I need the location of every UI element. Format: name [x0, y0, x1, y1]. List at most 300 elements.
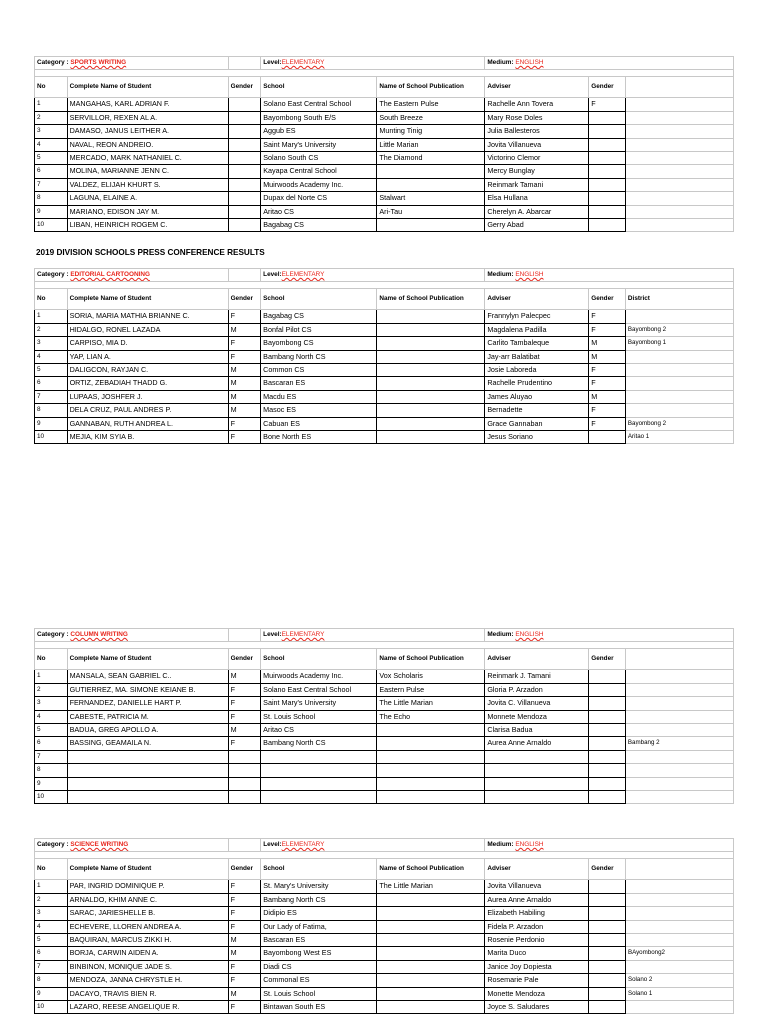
results-table	[34, 56, 734, 232]
adviser-gender	[589, 431, 626, 444]
district	[625, 777, 733, 790]
adviser-name: Frannylyn Palecpec	[485, 310, 589, 323]
adviser-name: Rachelle Prudentino	[485, 377, 589, 390]
student-name: BINBINON, MONIQUE JADE S.	[67, 960, 228, 973]
adviser-gender	[589, 750, 626, 763]
student-gender: M	[228, 377, 261, 390]
adviser-gender	[589, 974, 626, 987]
student-gender: F	[228, 431, 261, 444]
row-number: 2	[35, 683, 68, 696]
col-extra	[625, 859, 733, 880]
district	[625, 880, 733, 893]
student-gender	[228, 777, 261, 790]
col-no: No	[35, 859, 68, 880]
student-gender: M	[228, 323, 261, 336]
row-number: 3	[35, 125, 68, 138]
school-name	[261, 791, 377, 804]
district	[625, 205, 733, 218]
district	[625, 138, 733, 151]
student-name: NAVAL, REON ANDREIO.	[67, 138, 228, 151]
table-row	[35, 750, 734, 763]
student-gender	[228, 791, 261, 804]
student-name: ARNALDO, KHIM ANNE C.	[67, 893, 228, 906]
student-name: DAMASO, JANUS LEITHER A.	[67, 125, 228, 138]
publication-name	[377, 165, 485, 178]
student-name: LAZARO, REESE ANGELIQUE R.	[67, 1001, 228, 1014]
district	[625, 1001, 733, 1014]
student-gender: F	[228, 974, 261, 987]
col-no: No	[35, 289, 68, 310]
student-gender: M	[228, 364, 261, 377]
col-publication: Name of School Publication	[377, 859, 485, 880]
student-gender	[228, 111, 261, 124]
col-no: No	[35, 77, 68, 98]
school-name: St. Louis School	[261, 987, 377, 1000]
district	[625, 710, 733, 723]
publication-name	[377, 377, 485, 390]
district: Solano 2	[625, 974, 733, 987]
table-body	[35, 98, 734, 232]
row-number: 6	[35, 947, 68, 960]
publication-name	[377, 431, 485, 444]
student-name: MANSALA, SEAN GABRIEL C..	[67, 670, 228, 683]
row-number: 7	[35, 750, 68, 763]
district: BAyombong2	[625, 947, 733, 960]
student-name: BORJA, CARWIN AIDEN A.	[67, 947, 228, 960]
table-row	[35, 1001, 734, 1014]
publication-name	[377, 934, 485, 947]
table-row	[35, 152, 734, 165]
row-number: 1	[35, 880, 68, 893]
school-name: Didipio ES	[261, 907, 377, 920]
student-name: HIDALGO, RONEL LAZADA	[67, 323, 228, 336]
adviser-gender	[589, 165, 626, 178]
adviser-gender	[589, 880, 626, 893]
publication-name: Munting Tinig	[377, 125, 485, 138]
adviser-name: Marita Duco	[485, 947, 589, 960]
adviser-gender	[589, 947, 626, 960]
school-name: Muirwoods Academy Inc.	[261, 178, 377, 191]
table-row	[35, 697, 734, 710]
school-name: Aggub ES	[261, 125, 377, 138]
table-row	[35, 404, 734, 417]
district	[625, 920, 733, 933]
category-label: Category :	[37, 59, 69, 66]
student-gender	[228, 205, 261, 218]
row-number: 5	[35, 152, 68, 165]
col-student: Complete Name of Student	[67, 77, 228, 98]
school-name: St. Louis School	[261, 710, 377, 723]
table-row	[35, 138, 734, 151]
row-number: 9	[35, 777, 68, 790]
student-gender: F	[228, 960, 261, 973]
district	[625, 907, 733, 920]
adviser-name: Fidela P. Arzadon	[485, 920, 589, 933]
adviser-name	[485, 791, 589, 804]
table-row	[35, 98, 734, 111]
adviser-gender: F	[589, 98, 626, 111]
section-column-writing	[34, 628, 734, 804]
adviser-name: James Aluyao	[485, 390, 589, 403]
row-number: 10	[35, 431, 68, 444]
student-gender	[228, 750, 261, 763]
district: Bambang 2	[625, 737, 733, 750]
level-value: ELEMENTARY	[281, 841, 325, 848]
school-name: Aritao CS	[261, 205, 377, 218]
adviser-name: Julia Ballesteros	[485, 125, 589, 138]
student-gender: F	[228, 920, 261, 933]
publication-name: The Eastern Pulse	[377, 98, 485, 111]
row-number: 9	[35, 987, 68, 1000]
table-row	[35, 125, 734, 138]
student-gender: F	[228, 350, 261, 363]
adviser-name	[485, 777, 589, 790]
school-name: Saint Mary's University	[261, 697, 377, 710]
adviser-gender	[589, 710, 626, 723]
student-gender	[228, 98, 261, 111]
student-name	[67, 791, 228, 804]
row-number: 4	[35, 138, 68, 151]
medium-value: ENGLISH	[515, 631, 544, 638]
adviser-gender	[589, 764, 626, 777]
adviser-name: Janice Joy Dopiesta	[485, 960, 589, 973]
medium-label: Medium:	[487, 631, 514, 638]
table-row	[35, 987, 734, 1000]
school-name: Masoc ES	[261, 404, 377, 417]
adviser-name: Rosemarie Pale	[485, 974, 589, 987]
table-body	[35, 310, 734, 444]
adviser-name: Elsa Hullana	[485, 192, 589, 205]
table-row	[35, 165, 734, 178]
table-row	[35, 974, 734, 987]
adviser-name: Mercy Bunglay	[485, 165, 589, 178]
student-gender: F	[228, 893, 261, 906]
publication-name	[377, 404, 485, 417]
col-gender: Gender	[228, 859, 261, 880]
district	[625, 893, 733, 906]
table-row	[35, 683, 734, 696]
adviser-gender	[589, 697, 626, 710]
adviser-name: Elizabeth Habiling	[485, 907, 589, 920]
adviser-name: Victorino Clemor	[485, 152, 589, 165]
adviser-gender: M	[589, 337, 626, 350]
school-name: Commonal ES	[261, 974, 377, 987]
school-name: Aritao CS	[261, 724, 377, 737]
student-gender	[228, 764, 261, 777]
publication-name	[377, 219, 485, 232]
row-number: 10	[35, 791, 68, 804]
school-name: St. Mary's University	[261, 880, 377, 893]
col-student: Complete Name of Student	[67, 649, 228, 670]
col-adviser-gender: Gender	[589, 859, 626, 880]
col-adviser-gender: Gender	[589, 77, 626, 98]
school-name: Bone North ES	[261, 431, 377, 444]
school-name: Dupax del Norte CS	[261, 192, 377, 205]
col-adviser: Adviser	[485, 77, 589, 98]
student-gender: F	[228, 880, 261, 893]
table-row	[35, 323, 734, 336]
student-gender: M	[228, 934, 261, 947]
student-name: GUTIERREZ, MA. SIMONE KEIANE B.	[67, 683, 228, 696]
school-name	[261, 777, 377, 790]
adviser-gender: F	[589, 377, 626, 390]
col-gender: Gender	[228, 77, 261, 98]
district	[625, 111, 733, 124]
table-row	[35, 364, 734, 377]
table-row	[35, 310, 734, 323]
row-number: 10	[35, 1001, 68, 1014]
row-number: 5	[35, 724, 68, 737]
table-body	[35, 880, 734, 1014]
level-value: ELEMENTARY	[281, 59, 325, 66]
adviser-name: Monnete Mendoza	[485, 710, 589, 723]
school-name: Bagabag CS	[261, 310, 377, 323]
publication-name	[377, 310, 485, 323]
school-name: Solano East Central School	[261, 98, 377, 111]
publication-name	[377, 337, 485, 350]
school-name: Solano South CS	[261, 152, 377, 165]
student-gender: M	[228, 987, 261, 1000]
school-name: Macdu ES	[261, 390, 377, 403]
student-name: SERVILLOR, REXEN AL A.	[67, 111, 228, 124]
publication-name	[377, 791, 485, 804]
col-student: Complete Name of Student	[67, 859, 228, 880]
student-gender: M	[228, 724, 261, 737]
table-row	[35, 710, 734, 723]
student-gender: M	[228, 390, 261, 403]
publication-name	[377, 777, 485, 790]
publication-name	[377, 893, 485, 906]
level-value: ELEMENTARY	[281, 631, 325, 638]
table-row	[35, 920, 734, 933]
school-name: Kayapa Central School	[261, 165, 377, 178]
district: Bayombong 2	[625, 417, 733, 430]
district	[625, 683, 733, 696]
level-label: Level:	[263, 841, 282, 848]
adviser-gender	[589, 724, 626, 737]
table-row	[35, 791, 734, 804]
adviser-name: Carlito Tambaleque	[485, 337, 589, 350]
table-row	[35, 350, 734, 363]
adviser-gender	[589, 777, 626, 790]
publication-name	[377, 390, 485, 403]
adviser-gender: F	[589, 364, 626, 377]
page-title: 2019 DIVISION SCHOOLS PRESS CONFERENCE RESULTS	[36, 248, 265, 257]
row-number: 3	[35, 697, 68, 710]
school-name: Bayombong West ES	[261, 947, 377, 960]
adviser-name: Rosenie Perdonio	[485, 934, 589, 947]
adviser-name: Reinmark J. Tamani	[485, 670, 589, 683]
district	[625, 934, 733, 947]
adviser-name	[485, 750, 589, 763]
publication-name	[377, 987, 485, 1000]
section-science-writing	[34, 838, 734, 1014]
table-row	[35, 192, 734, 205]
student-name: MOLINA, MARIANNE JENN C.	[67, 165, 228, 178]
adviser-gender	[589, 920, 626, 933]
student-name: LIBAN, HEINRICH ROGEM C.	[67, 219, 228, 232]
row-number: 5	[35, 364, 68, 377]
category-value: COLUMN WRITING	[70, 631, 128, 638]
school-name: Muirwoods Academy Inc.	[261, 670, 377, 683]
publication-name: Vox Scholaris	[377, 670, 485, 683]
school-name: Saint Mary's University	[261, 138, 377, 151]
category-row	[35, 839, 734, 852]
category-label: Category :	[37, 841, 69, 848]
student-name	[67, 764, 228, 777]
table-row	[35, 178, 734, 191]
adviser-name: Mary Rose Doles	[485, 111, 589, 124]
student-name: YAP, LIAN A.	[67, 350, 228, 363]
district	[625, 697, 733, 710]
publication-name: The Little Marian	[377, 697, 485, 710]
district	[625, 178, 733, 191]
student-name: CARPISO, MIA D.	[67, 337, 228, 350]
adviser-name: Jovita Villanueva	[485, 138, 589, 151]
results-table	[34, 838, 734, 1014]
student-name: ORTIZ, ZEBADIAH THADD G.	[67, 377, 228, 390]
publication-name	[377, 737, 485, 750]
col-school: School	[261, 289, 377, 310]
student-name: MANGAHAS, KARL ADRIAN F.	[67, 98, 228, 111]
table-row	[35, 417, 734, 430]
col-adviser-gender: Gender	[589, 289, 626, 310]
row-number: 1	[35, 98, 68, 111]
adviser-name: Aurea Anne Arnaldo	[485, 893, 589, 906]
student-name: LUPAAS, JOSHFER J.	[67, 390, 228, 403]
adviser-gender	[589, 138, 626, 151]
table-row	[35, 431, 734, 444]
table-row	[35, 880, 734, 893]
row-number: 8	[35, 764, 68, 777]
table-body	[35, 670, 734, 804]
row-number: 9	[35, 205, 68, 218]
row-number: 3	[35, 337, 68, 350]
adviser-gender: F	[589, 404, 626, 417]
student-gender	[228, 192, 261, 205]
row-number: 6	[35, 165, 68, 178]
adviser-name: Clarisa Badua	[485, 724, 589, 737]
district: Bayombong 2	[625, 323, 733, 336]
table-row	[35, 390, 734, 403]
medium-label: Medium:	[487, 59, 514, 66]
district: Aritao 1	[625, 431, 733, 444]
table-row	[35, 960, 734, 973]
district	[625, 364, 733, 377]
school-name: Solano East Central School	[261, 683, 377, 696]
category-value: SPORTS WRITING	[70, 59, 127, 66]
col-school: School	[261, 77, 377, 98]
row-number: 10	[35, 219, 68, 232]
district	[625, 152, 733, 165]
student-gender	[228, 219, 261, 232]
level-value: ELEMENTARY	[281, 271, 325, 278]
row-number: 5	[35, 934, 68, 947]
adviser-name: Rachelle Ann Tovera	[485, 98, 589, 111]
student-name: PAR, INGRID DOMINIQUE P.	[67, 880, 228, 893]
table-row	[35, 377, 734, 390]
school-name: Bagabag CS	[261, 219, 377, 232]
adviser-name: Reinmark Tamani	[485, 178, 589, 191]
medium-value: ENGLISH	[515, 271, 544, 278]
student-name: SORIA, MARIA MATHIA BRIANNE C.	[67, 310, 228, 323]
table-row	[35, 764, 734, 777]
adviser-gender: M	[589, 390, 626, 403]
adviser-gender	[589, 907, 626, 920]
row-number: 7	[35, 178, 68, 191]
row-number: 4	[35, 920, 68, 933]
publication-name	[377, 1001, 485, 1014]
student-name	[67, 777, 228, 790]
level-label: Level:	[263, 271, 282, 278]
row-number: 1	[35, 670, 68, 683]
category-value: EDITORIAL CARTOONING	[70, 271, 150, 278]
student-gender: F	[228, 337, 261, 350]
student-gender: F	[228, 417, 261, 430]
publication-name: Little Marian	[377, 138, 485, 151]
district	[625, 670, 733, 683]
student-name	[67, 750, 228, 763]
medium-label: Medium:	[487, 271, 514, 278]
results-table	[34, 628, 734, 804]
column-header-row	[35, 859, 734, 880]
table-row	[35, 219, 734, 232]
row-number: 3	[35, 907, 68, 920]
adviser-name: Jovita Villanueva	[485, 880, 589, 893]
adviser-name: Bernadette	[485, 404, 589, 417]
adviser-name: Gloria P. Arzadon	[485, 683, 589, 696]
publication-name: The Echo	[377, 710, 485, 723]
district	[625, 377, 733, 390]
district	[625, 310, 733, 323]
row-number: 6	[35, 377, 68, 390]
adviser-name: Josie Laboreda	[485, 364, 589, 377]
row-number: 9	[35, 417, 68, 430]
publication-name	[377, 907, 485, 920]
school-name: Our Lady of Fatima,	[261, 920, 377, 933]
row-number: 7	[35, 960, 68, 973]
adviser-gender	[589, 192, 626, 205]
student-gender: M	[228, 947, 261, 960]
level-label: Level:	[263, 59, 282, 66]
student-name: SARAC, JARIESHELLE B.	[67, 907, 228, 920]
student-name: DELA CRUZ, PAUL ANDRES P.	[67, 404, 228, 417]
student-name: MEJIA, KIM SYIA B.	[67, 431, 228, 444]
student-gender: F	[228, 907, 261, 920]
publication-name	[377, 947, 485, 960]
student-name: BASSING, GEAMAILA N.	[67, 737, 228, 750]
adviser-gender	[589, 934, 626, 947]
adviser-gender	[589, 670, 626, 683]
school-name: Bambang North CS	[261, 893, 377, 906]
adviser-gender	[589, 125, 626, 138]
category-row	[35, 269, 734, 282]
publication-name	[377, 724, 485, 737]
student-gender: F	[228, 1001, 261, 1014]
col-publication: Name of School Publication	[377, 77, 485, 98]
adviser-gender	[589, 987, 626, 1000]
school-name: Bascaran ES	[261, 377, 377, 390]
publication-name: The Little Marian	[377, 880, 485, 893]
student-name: ECHEVERE, LLOREN ANDREA A.	[67, 920, 228, 933]
publication-name	[377, 750, 485, 763]
row-number: 4	[35, 350, 68, 363]
table-row	[35, 934, 734, 947]
col-adviser: Adviser	[485, 859, 589, 880]
adviser-name: Gerry Abad	[485, 219, 589, 232]
publication-name	[377, 417, 485, 430]
level-label: Level:	[263, 631, 282, 638]
